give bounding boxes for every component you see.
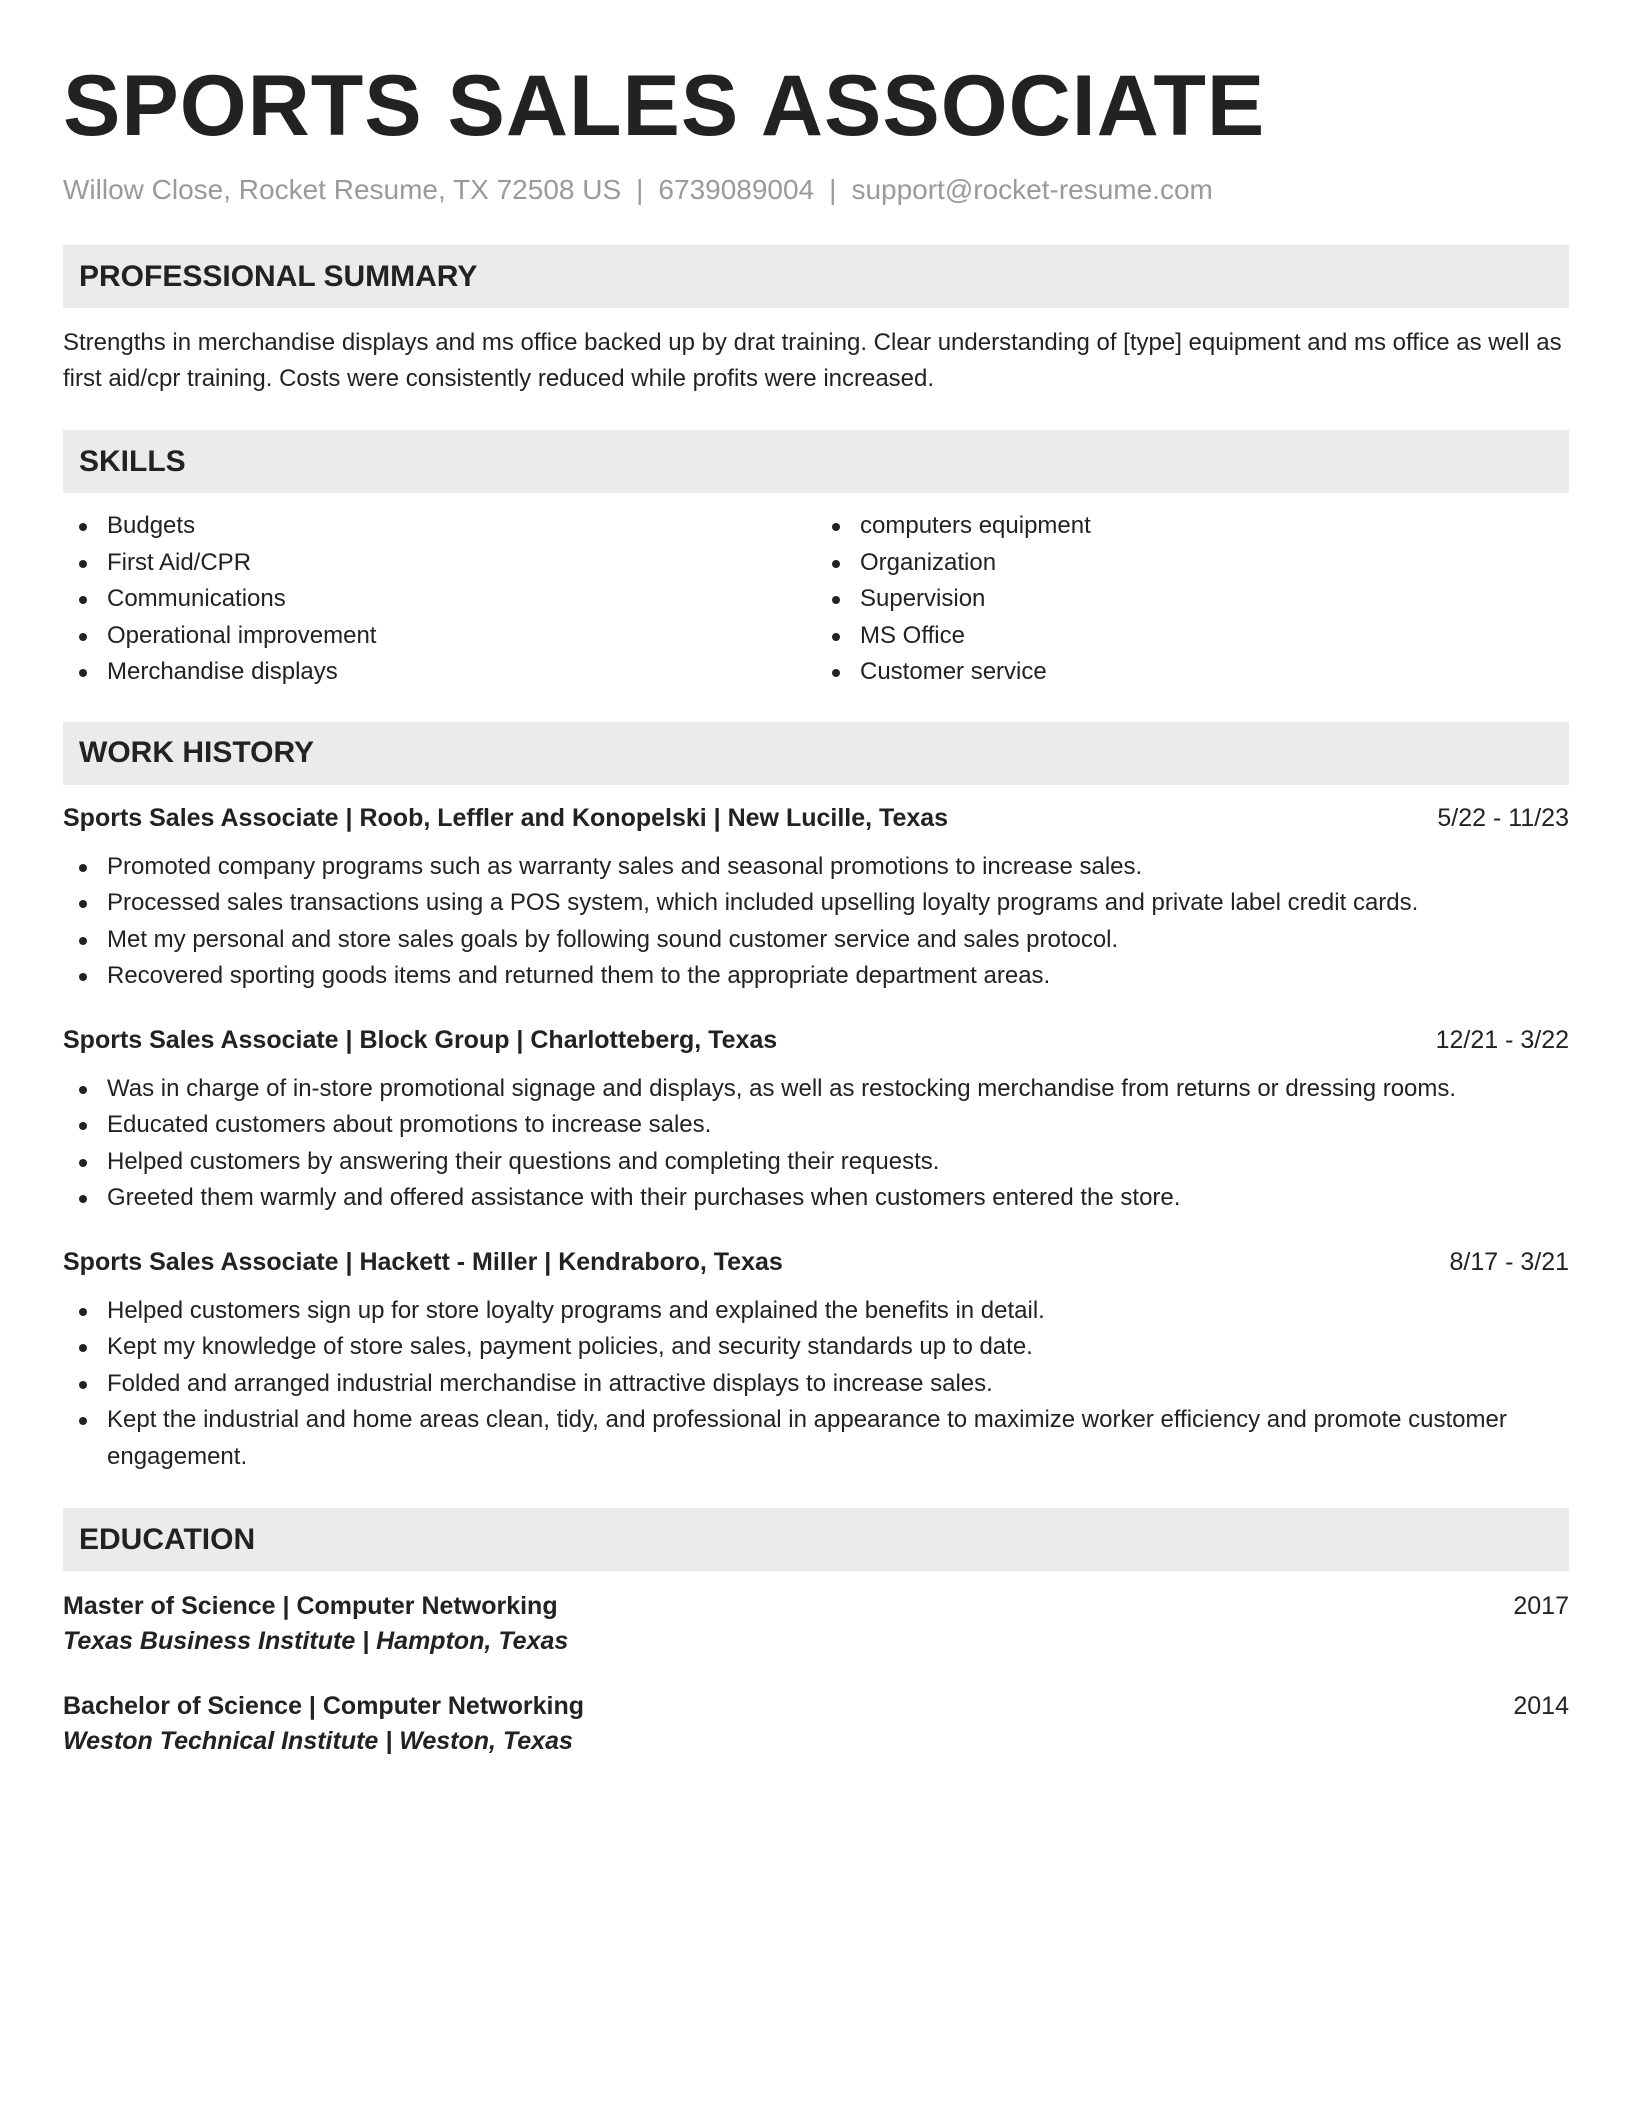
education-header [63, 1589, 1569, 1623]
job-duties [63, 849, 1569, 995]
job-duty: Met my personal and store sales goals by following sound customer service and sales protocol. [63, 922, 1569, 959]
skill-item: Customer service [816, 654, 1569, 691]
job-entry [63, 1023, 1569, 1217]
skill-item: First Aid/CPR [63, 545, 816, 582]
education-year: 2017 [1513, 1592, 1569, 1620]
skills-column-left [63, 508, 816, 691]
job-duties [63, 1293, 1569, 1476]
job-dates: 8/17 - 3/21 [1449, 1247, 1569, 1276]
job-duty: Promoted company programs such as warranty sales and seasonal promotions to increase sales. [63, 849, 1569, 886]
job-title: Sports Sales Associate | Roob, Leffler and Konopelski | New Lucille, Texas [63, 803, 949, 832]
job-title: Sports Sales Associate | Hackett - Miller | Kendraboro, Texas [63, 1247, 783, 1276]
section-heading-summary: PROFESSIONAL SUMMARY [63, 245, 1569, 308]
education-school: Texas Business Institute | Hampton, Texas [63, 1627, 569, 1655]
education-degree: Master of Science | Computer Networking [63, 1592, 558, 1620]
skill-item: Supervision [816, 581, 1569, 618]
summary-text: Strengths in merchandise displays and ms office backed up by drat training. Clear understanding of [type] equipment and ms office as well as first aid/cpr training. Costs were consistently reduced while profits were increased. [63, 329, 1562, 392]
job-duties [63, 1071, 1569, 1217]
job-duty: Helped customers by answering their questions and completing their requests. [63, 1144, 1569, 1181]
skill-item: Operational improvement [63, 618, 816, 655]
education-year: 2014 [1513, 1692, 1569, 1720]
skills-column-right [816, 508, 1569, 691]
job-duty: Educated customers about promotions to increase sales. [63, 1107, 1569, 1144]
job-duty: Kept the industrial and home areas clean, tidy, and professional in appearance to maximize worker efficiency and promote customer engagement. [63, 1402, 1569, 1475]
job-duty: Was in charge of in-store promotional signage and displays, as well as restocking merchandise from returns or dressing rooms. [63, 1071, 1569, 1108]
skill-item: MS Office [816, 618, 1569, 655]
education-entry [63, 1589, 1569, 1659]
contact-address: Willow Close, Rocket Resume, TX 72508 US [63, 174, 622, 205]
education-school: Weston Technical Institute | Weston, Texas [63, 1727, 573, 1755]
job-dates: 12/21 - 3/22 [1435, 1025, 1569, 1054]
resume-title: SPORTS SALES ASSOCIATE [63, 58, 1266, 154]
job-duty: Kept my knowledge of store sales, payment policies, and security standards up to date. [63, 1329, 1569, 1366]
job-duty: Helped customers sign up for store loyalty programs and explained the benefits in detail. [63, 1293, 1569, 1330]
skill-item: computers equipment [816, 508, 1569, 545]
job-entry [63, 1245, 1569, 1476]
job-title: Sports Sales Associate | Block Group | Charlotteberg, Texas [63, 1025, 778, 1054]
skill-item: Budgets [63, 508, 816, 545]
job-header [63, 801, 1569, 835]
job-header [63, 1023, 1569, 1057]
job-header [63, 1245, 1569, 1279]
contact-line [63, 172, 1569, 208]
section-heading-education: EDUCATION [63, 1508, 1569, 1571]
skill-item: Communications [63, 581, 816, 618]
education-entry [63, 1689, 1569, 1759]
job-entry [63, 801, 1569, 995]
skills-list [63, 508, 1569, 691]
job-duty: Greeted them warmly and offered assistance with their purchases when customers entered the store. [63, 1180, 1569, 1217]
contact-email: support@rocket-resume.com [851, 174, 1213, 205]
job-duty: Folded and arranged industrial merchandise in attractive displays to increase sales. [63, 1366, 1569, 1403]
section-heading-skills: SKILLS [63, 430, 1569, 493]
skill-item: Organization [816, 545, 1569, 582]
contact-phone: 6739089004 [658, 174, 815, 205]
contact-separator: | [829, 174, 837, 205]
job-duty: Recovered sporting goods items and returned them to the appropriate department areas. [63, 958, 1569, 995]
skill-item: Merchandise displays [63, 654, 816, 691]
job-dates: 5/22 - 11/23 [1437, 803, 1569, 832]
section-heading-work-history: WORK HISTORY [63, 722, 1569, 785]
education-header [63, 1689, 1569, 1723]
education-degree: Bachelor of Science | Computer Networking [63, 1692, 584, 1720]
job-duty: Processed sales transactions using a POS system, which included upselling loyalty programs and private label credit cards. [63, 885, 1569, 922]
contact-separator: | [636, 174, 644, 205]
